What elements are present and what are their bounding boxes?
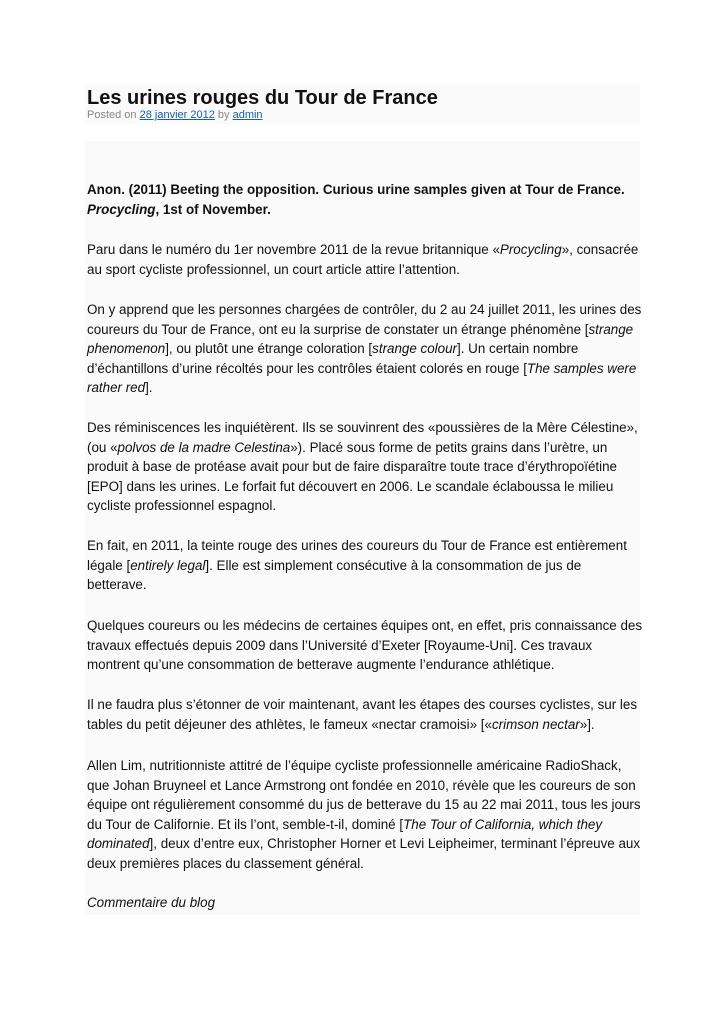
paragraph-2 (87, 300, 643, 398)
paragraph-1 (87, 240, 643, 279)
paragraph-text: ]. (145, 380, 153, 396)
paragraph-text: »). Placé sous forme de petits grains dans l’urètre, un produit à base de protéase avait pour but de faire disparaître toute trace d’érythropoïétine [EPO] dans les urines. Le forfait fut découvert en 2006. Le scandale éclaboussa le milieu cycliste professionnel espagnol. (87, 439, 618, 514)
paragraph-text: »]. (579, 716, 595, 732)
paragraph-6 (87, 695, 643, 734)
paragraph-7 (87, 756, 643, 874)
post-date-link[interactable]: 28 janvier 2012 (139, 109, 215, 121)
paragraph-italic: The samples were rather red (87, 360, 637, 396)
paragraph-text: ]. Un certain nombre d’échantillons d’urine récoltés pour les contrôles étaient colorés en rouge [ (87, 341, 579, 376)
paragraph-text: ], deux d’entre eux, Christopher Horner et Levi Leipheimer, terminant l’épreuve aux deux premières places du classement général. (87, 836, 641, 871)
paragraph-text: On y apprend que les personnes chargées de contrôler, du 2 au 24 juillet 2011, les urines des coureurs du Tour de France, ont eu la surprise de constater un étrange phénomène [ (87, 302, 642, 337)
paragraph-text: Quelques coureurs ou les médecins de certaines équipes ont, en effet, pris connaissance des travaux effectués depuis 2009 dans l’Université d’Exeter [Royaume-Uni]. Ces travaux montrent qu’une consommation de betterave augmente l’endurance athlétique. (87, 618, 643, 673)
post-title: Les urines rouges du Tour de France (87, 87, 438, 109)
by-label: by (217, 109, 230, 121)
paragraph-italic: polvos de la madre Celestina (117, 439, 291, 455)
citation-text: Anon. (2011) Beeting the opposition. Curious urine samples given at Tour de France. (87, 182, 625, 197)
paragraph-3 (87, 418, 643, 516)
paragraph-text: Allen Lim, nutritionniste attitré de l’équipe cycliste professionnelle américaine RadioShack, que Johan Bruyneel et Lance Armstrong ont fondée en 2010, révèle que les coureurs de son équipe ont régulièrement consommé du jus de betterave du 15 au 22 mai 2011, tous les jours du Tour de Californie. Et ils l’ont, semble-t-il, dominé [ (87, 758, 641, 832)
paragraph-4 (87, 536, 643, 595)
paragraph-italic: strange phenomenon (87, 321, 634, 357)
posted-on-label: Posted on (87, 109, 137, 121)
paragraph-text: Des réminiscences les inquiétèrent. Ils se souvinrent des «poussières de la Mère Célestine», (ou « (87, 420, 638, 455)
paragraph-text: Il ne faudra plus s’étonner de voir maintenant, avant les étapes des courses cyclistes, sur les tables du petit déjeuner des athlètes, le fameux «nectar cramoisi» [« (87, 697, 638, 732)
paragraph-5 (87, 616, 643, 675)
paragraph-text: En fait, en 2011, la teinte rouge des urines des coureurs du Tour de France est entièrement légale [ (87, 538, 627, 573)
paragraph-italic: crimson nectar (491, 716, 580, 732)
paragraph-italic: strange colour (372, 341, 458, 357)
paragraph-italic: Procycling (499, 242, 562, 257)
paragraph-text: ], ou plutôt une étrange coloration [ (165, 341, 373, 357)
paragraph-text: ]. Elle est simplement consécutive à la consommation de jus de betterave. (87, 557, 582, 593)
citation-journal: Procycling (87, 201, 156, 217)
author-link[interactable]: admin (232, 109, 263, 121)
post-meta (87, 109, 263, 122)
blog-comment-heading (87, 893, 643, 913)
comment-label: Commentaire du blog (87, 895, 216, 910)
paragraph-text: Paru dans le numéro du 1er novembre 2011 de la revue britannique « (87, 242, 500, 257)
citation (87, 180, 643, 219)
paragraph-text: », consacrée au sport cycliste professionnel, un court article attire l’attention. (87, 242, 639, 277)
citation-date: , 1st of November. (155, 201, 271, 217)
paragraph-italic: The Tour of California, which they dominated (87, 816, 603, 852)
paragraph-italic: entirely legal (130, 557, 206, 573)
